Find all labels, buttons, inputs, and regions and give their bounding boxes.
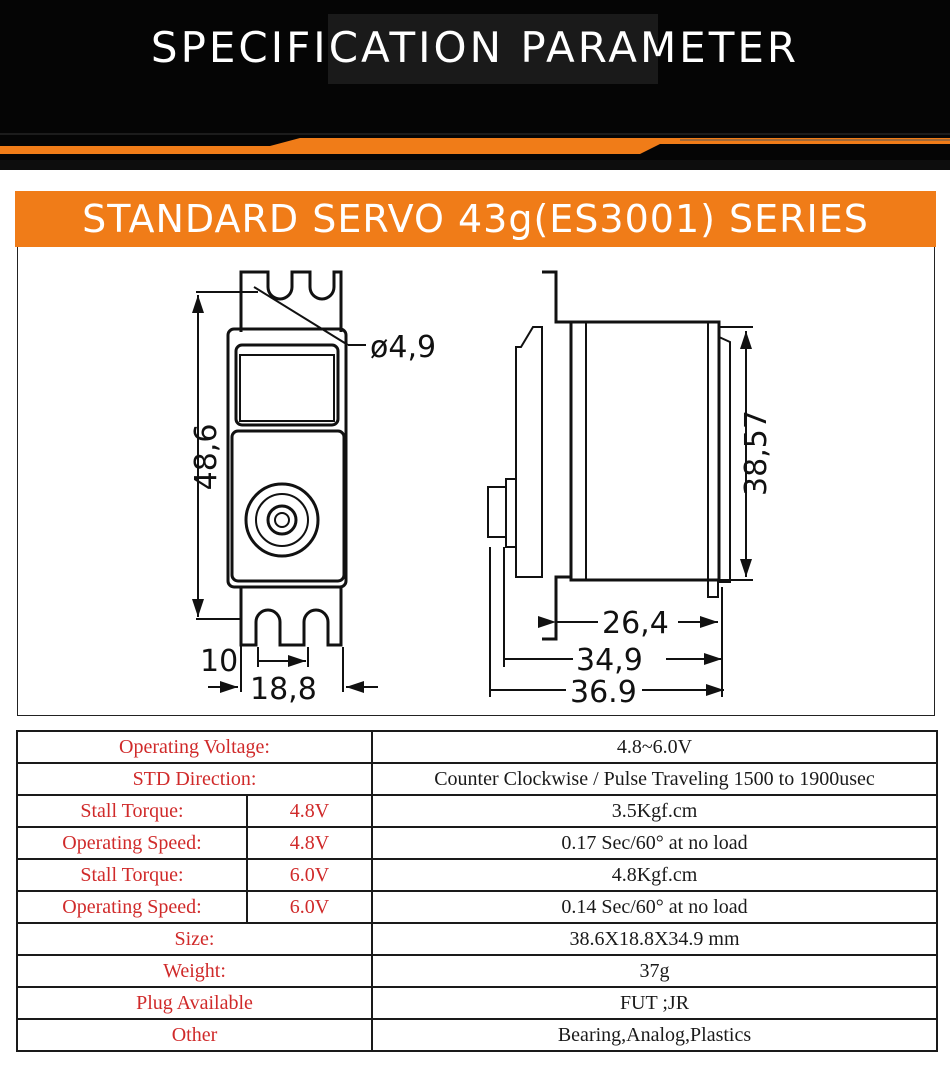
spec-value: 37g [372,955,937,987]
spec-label: Other [17,1019,372,1051]
spec-label: Operating Speed: [17,891,247,923]
spec-value: 38.6X18.8X34.9 mm [372,923,937,955]
section-title: STANDARD SERVO 43g(ES3001) SERIES [15,191,936,247]
spec-label: Stall Torque: [17,859,247,891]
front-height-label: 48,6 [189,423,224,491]
spec-voltage: 6.0V [247,859,372,891]
table-row [17,1019,937,1051]
spec-voltage: 6.0V [247,891,372,923]
side-height-label: 38,57 [739,410,774,496]
spec-voltage: 4.8V [247,827,372,859]
spec-value: 0.17 Sec/60° at no load [372,827,937,859]
spec-label: Size: [17,923,372,955]
spec-label: Weight: [17,955,372,987]
table-row [17,955,937,987]
table-row [17,891,937,923]
spec-label: Plug Available [17,987,372,1019]
table-row [17,795,937,827]
spec-value: 4.8~6.0V [372,731,937,763]
depth-label-2: 34,9 [576,643,643,678]
top-banner [0,0,950,170]
front-width-label: 18,8 [250,672,317,707]
table-row [17,923,937,955]
spec-value: 4.8Kgf.cm [372,859,937,891]
spec-label: Operating Speed: [17,827,247,859]
spec-label: Stall Torque: [17,795,247,827]
depth-label-1: 26,4 [602,606,669,641]
hole-diameter-label: ø4,9 [370,330,437,365]
spec-label: Operating Voltage: [17,731,372,763]
spec-value: FUT ;JR [372,987,937,1019]
hole-spacing-label: 10 [200,644,239,679]
table-row [17,827,937,859]
spec-value: Bearing,Analog,Plastics [372,1019,937,1051]
banner-title: SPECIFICATION PARAMETER [150,23,800,72]
depth-label-3: 36.9 [570,675,637,710]
spec-table [16,730,938,1052]
table-row [17,731,937,763]
table-row [17,987,937,1019]
spec-value: Counter Clockwise / Pulse Traveling 1500 to 1900usec [372,763,937,795]
spec-value: 3.5Kgf.cm [372,795,937,827]
technical-drawing [17,247,935,716]
spec-voltage: 4.8V [247,795,372,827]
table-row [17,859,937,891]
spec-label: STD Direction: [17,763,372,795]
spec-value: 0.14 Sec/60° at no load [372,891,937,923]
table-row [17,763,937,795]
